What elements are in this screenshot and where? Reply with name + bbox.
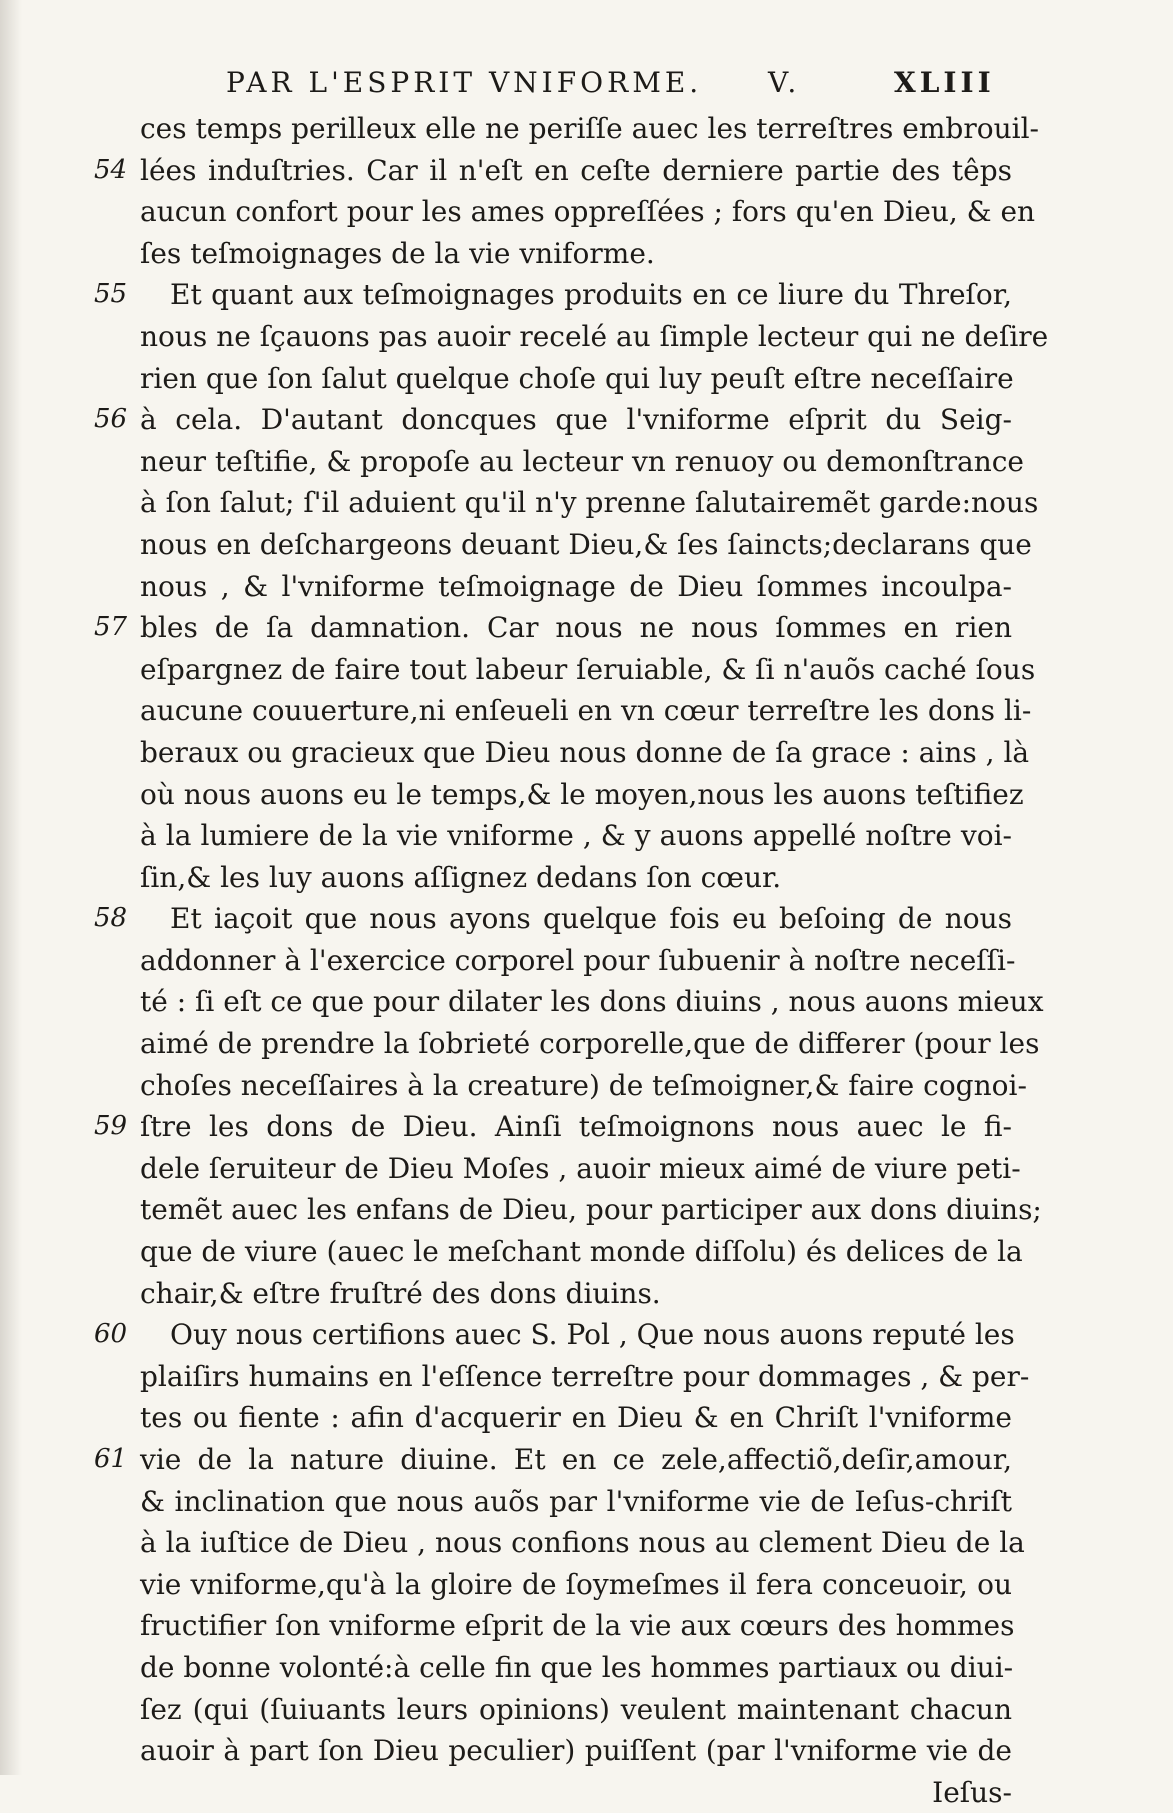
text-line [94,1314,1015,1356]
text-line [140,857,1012,899]
line-text: bles de ſa damnation. Car nous ne nous ſommes en rien [140,611,1012,645]
line-text: aimé de prendre la ſobrieté corporelle,que de differer (pour les [140,1027,1040,1061]
text-line [140,1564,1012,1606]
line-text: Et iaçoit que nous ayons quelque fois eu beſoing de nous [170,902,1012,936]
verse-number: 59 [94,1111,128,1142]
line-text: nous en deſchargeons deuant Dieu,& ſes ſaincts;declarans que [140,527,1032,561]
line-text: auoir à part ſon Dieu peculier) puiſſent (par l'vniforme vie de [140,1734,1012,1768]
text-line [140,316,1049,358]
line-text: aucun confort pour les ames oppreſſées ; fors qu'en Dieu, & en [140,195,1036,229]
text-line [140,1189,1042,1231]
text-line [94,1106,1012,1148]
text-block [94,108,1049,1813]
line-text: & inclination que nous auõs par l'vniforme vie de Ieſus-chriſt [140,1484,1012,1518]
line-text: rien que ſon ſalut quelque choſe qui luy peuſt eſtre neceſſaire [140,361,1014,395]
text-line [94,1439,1012,1481]
text-line [140,649,1036,691]
text-line [140,1522,1025,1564]
verse-number: 55 [94,279,128,310]
text-line [140,566,1012,608]
text-line [140,482,1039,524]
text-line [140,1356,1030,1398]
line-text: beraux ou gracieux que Dieu nous donne de ſa grace : ains , là [140,735,1030,769]
line-text: choſes neceſſaires à la creature) de teſmoigner,& faire cognoi- [140,1068,1027,1102]
text-line [140,1647,1012,1689]
text-line [140,524,1032,566]
page-gutter-shadow [0,0,22,1775]
verse-number: 58 [94,903,128,934]
text-line [140,815,1012,857]
line-text: à cela. D'autant doncques que l'vniforme eſprit du Seig- [140,403,1012,437]
verse-number: 54 [94,154,128,185]
line-text: nous ne ſçauons pas auoir recelé au ſimple lecteur qui ne deſire [140,319,1049,353]
line-text: à la lumiere de la vie vniforme , & y auons appellé noſtre voi- [140,819,1012,853]
line-text: aucune couuerture,ni enſeueli en vn cœur terreſtre les dons li- [140,694,1032,728]
line-text: té : ſi eſt ce que pour dilater les dons diuins , nous auons mieux [140,985,1044,1019]
line-text: Et quant aux teſmoignages produits en ce liure du Threſor, [170,278,1012,312]
line-text: Ouy nous certifions auec S. Pol , Que nous auons reputé les [170,1318,1015,1352]
text-line [140,1148,1021,1190]
line-text: neur teſtifie, & propoſe au lecteur vn renuoy ou demonſtrance [140,444,1024,478]
line-text: plaiſirs humains en l'eſſence terreſtre pour dommages , & per- [140,1359,1030,1393]
verse-number: 57 [94,612,128,643]
line-text: ſtre les dons de Dieu. Ainſi teſmoignons nous auec le fi- [140,1110,1012,1144]
text-line [94,607,1012,649]
line-text: nous , & l'vniforme teſmoignage de Dieu ſommes incoulpa- [140,569,1012,603]
text-line [94,399,1012,441]
catchword: Ieſus- [932,1775,1012,1809]
line-text: vie vniforme,qu'à la gloire de ſoymeſmes il fera conceuoir, ou [140,1567,1012,1601]
text-line [140,1023,1040,1065]
text-line [140,1730,1012,1772]
line-text: dele ſeruiteur de Dieu Moſes , auoir mieux aimé de viure peti- [140,1151,1021,1185]
text-line [140,233,1012,275]
text-line [140,1231,1023,1273]
line-text: tes ou fiente : afin d'acquerir en Dieu & en Chriſt l'vniforme [140,1401,1012,1435]
text-line [140,191,1036,233]
text-line [140,774,1024,816]
line-text: eſpargnez de faire tout labeur ſeruiable, & ſi n'auõs caché ſous [140,652,1036,686]
running-title: PAR L'ESPRIT VNIFORME. [226,66,703,99]
verse-number: 56 [94,404,128,435]
line-text: chair,& eſtre fruſtré des dons diuins. [140,1276,661,1310]
line-text: ces temps perilleux elle ne periſſe auec les terreſtres embrouil- [140,112,1039,145]
text-line [140,358,1012,400]
line-text: lées induſtries. Car il n'eſt en ceſte derniere partie des têps [140,153,1012,187]
running-header [226,66,1006,106]
text-line [140,1481,1012,1523]
text-line [140,1397,1012,1439]
line-text: que de viure (auec le meſchant monde diſſolu) és delices de la [140,1235,1023,1269]
line-text: ſez (qui (ſuiuants leurs opinions) veulent maintenant chacun [140,1692,1012,1726]
line-text: temẽt auec les enfans de Dieu, pour participer aux dons diuins; [140,1193,1042,1227]
line-text: addonner à l'exercice corporel pour ſubuenir à noſtre neceſſi- [140,943,1016,977]
text-line [140,1273,1012,1315]
verse-number: 61 [94,1444,128,1474]
text-line [140,690,1032,732]
text-line [94,150,1012,192]
text-line [94,898,1012,940]
chapter-number: V. [768,66,801,99]
text-line [140,1065,1027,1107]
line-text: à ſon ſalut; ſ'il aduient qu'il n'y prenne ſalutairemẽt garde:nous [140,486,1039,520]
line-text: vie de la nature diuine. Et en ce zele,affectiõ,deſir,amour, [140,1443,1012,1476]
text-line [94,274,1012,316]
text-line [140,108,1039,150]
text-line [140,1689,1012,1731]
text-line [140,441,1024,483]
line-text: à la iuſtice de Dieu , nous confions nous au clement Dieu de la [140,1526,1025,1560]
line-text: fructifier ſon vniforme eſprit de la vie aux cœurs des hommes [140,1609,1015,1643]
line-text: ſin,& les luy auons aſſignez dedans ſon cœur. [140,860,782,894]
line-text: ſes teſmoignages de la vie vniforme. [140,236,655,270]
folio-number: XLIII [894,66,995,99]
verse-number: 60 [94,1319,128,1350]
text-line [140,940,1016,982]
text-line [140,1605,1015,1647]
line-text: de bonne volonté:à celle fin que les hommes partiaux ou diui- [140,1650,1014,1684]
text-line [140,732,1030,774]
text-line [140,981,1044,1023]
line-text: où nous auons eu le temps,& le moyen,nous les auons teſtifiez [140,777,1024,811]
